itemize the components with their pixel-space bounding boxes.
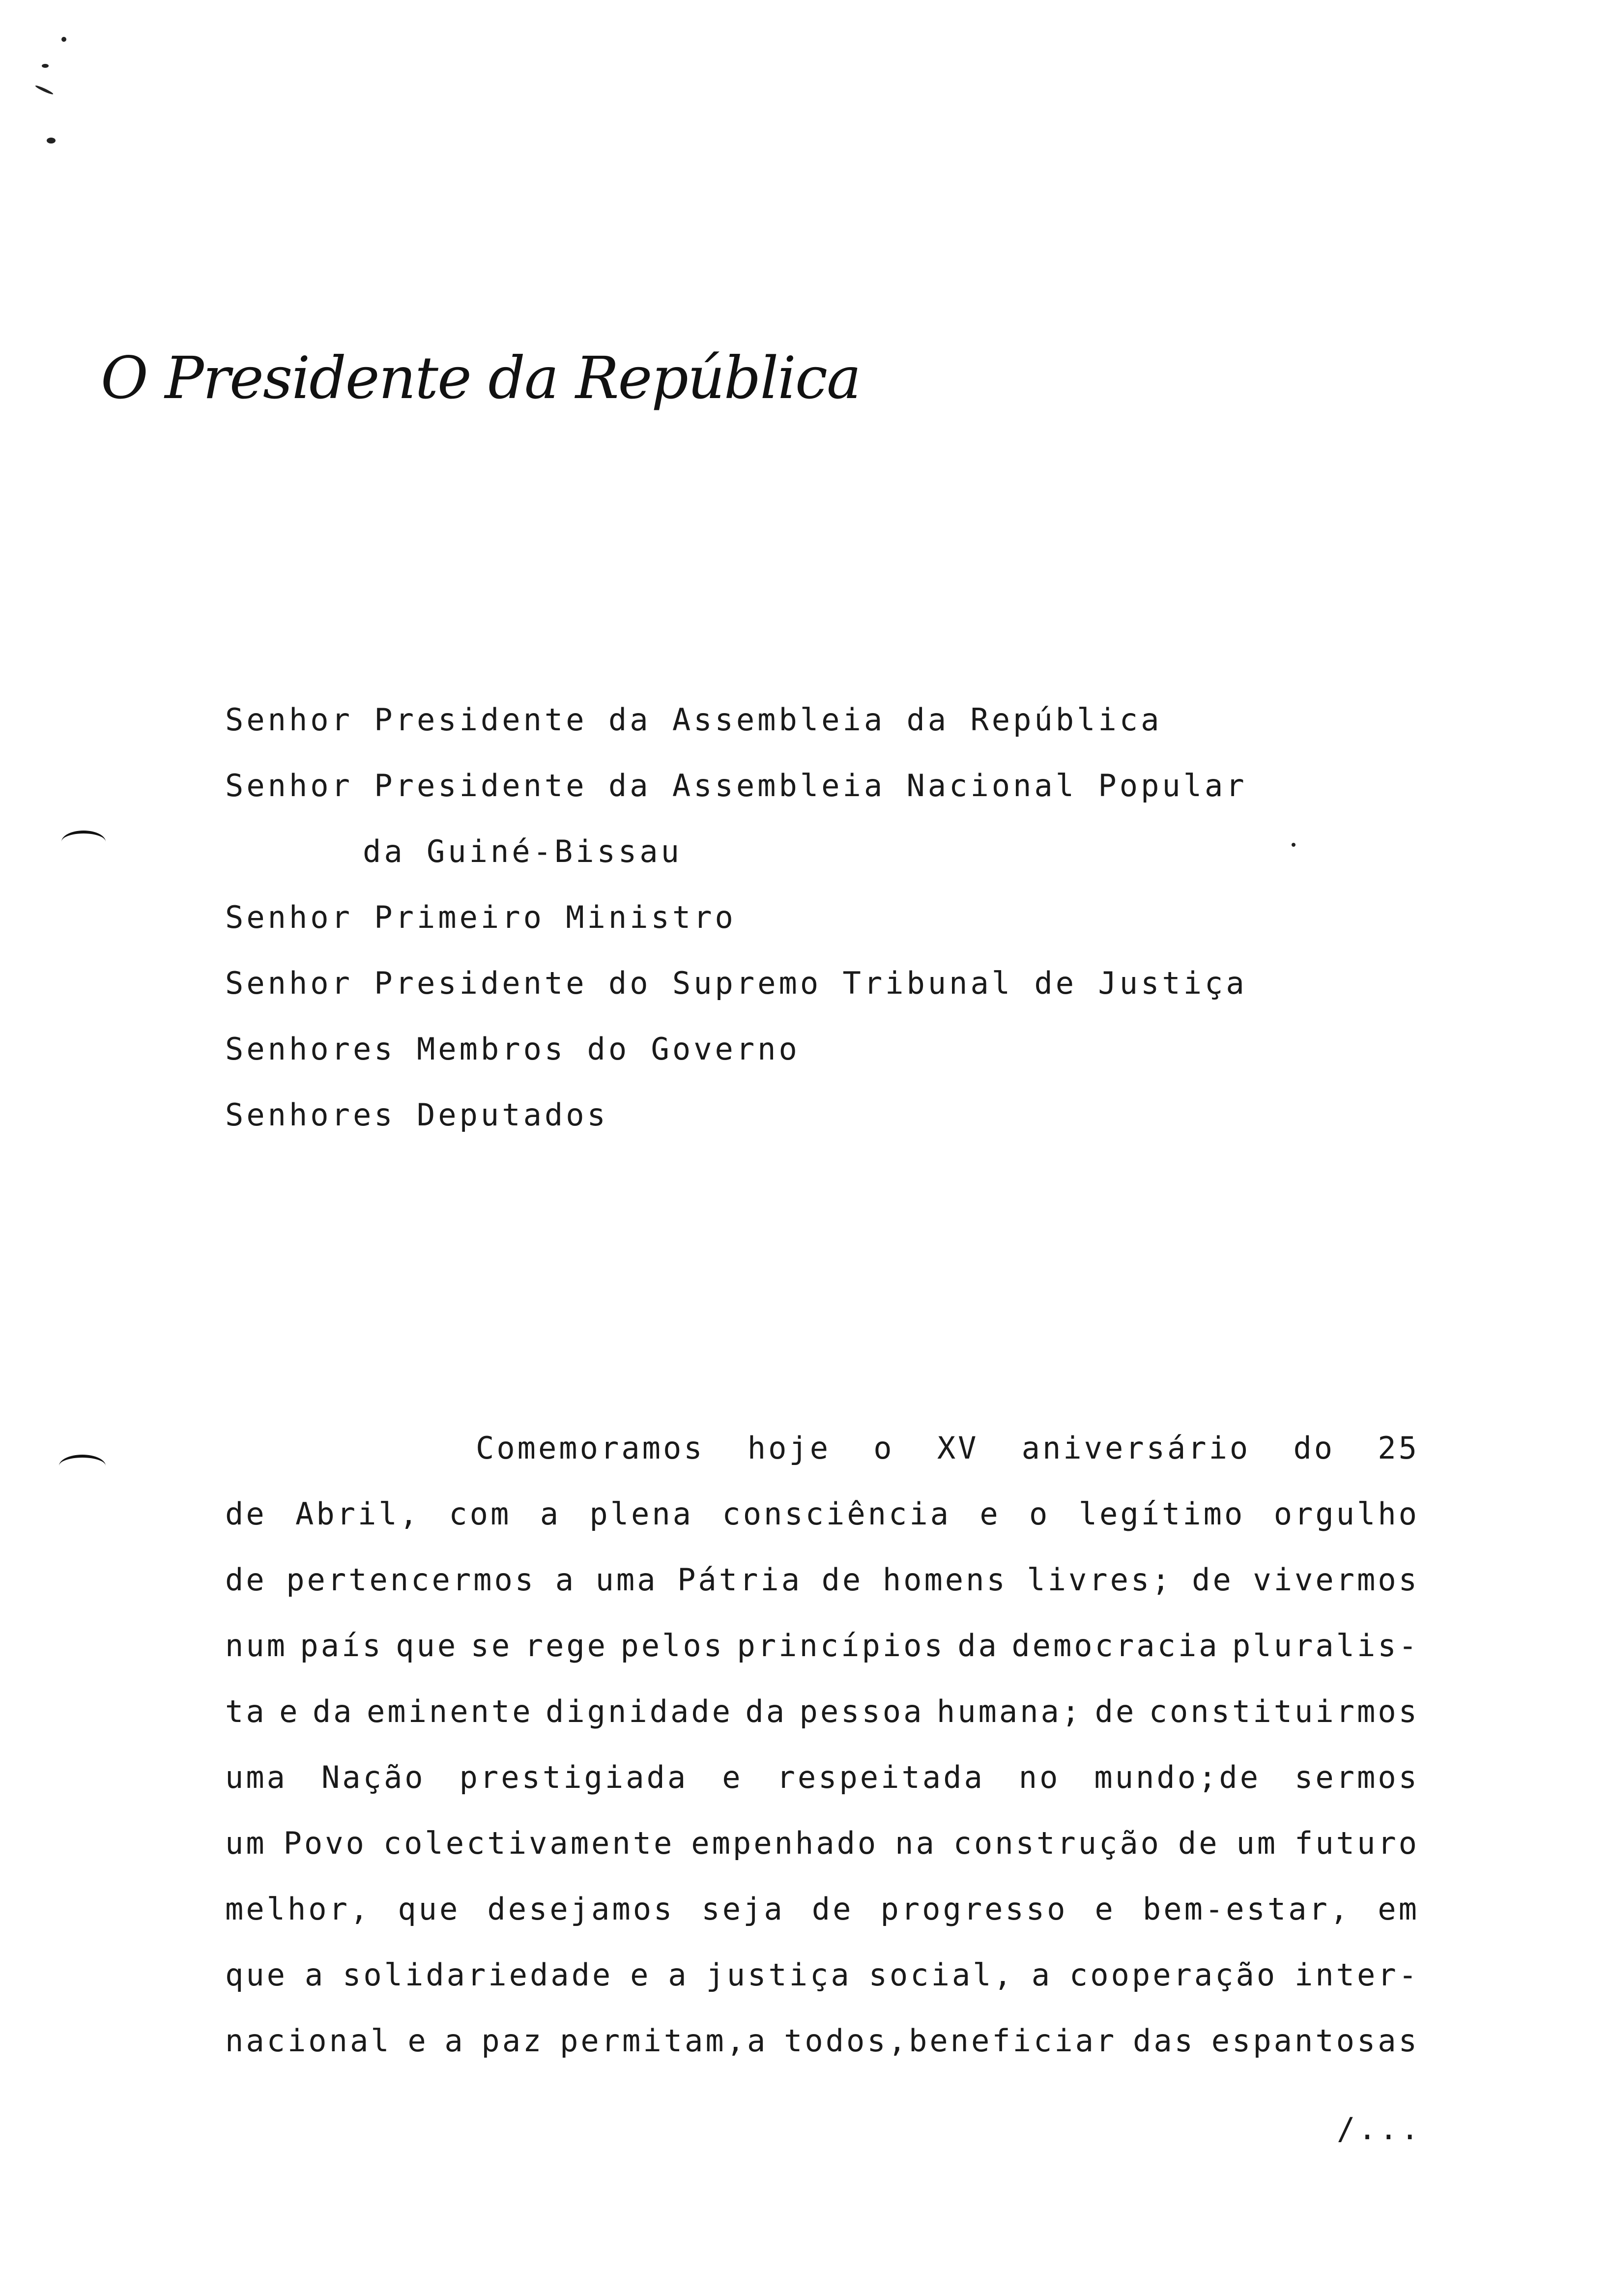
salutation-line: Senhores Membros do Governo [225, 1031, 800, 1067]
body-word: cooperação [1069, 1957, 1278, 1993]
body-word: aniversário [1021, 1430, 1251, 1466]
body-word: e [1094, 1891, 1116, 1927]
body-word: Comemoramos [476, 1430, 705, 1466]
body-word: prestigiada [459, 1759, 689, 1795]
body-word: paz [481, 2023, 544, 2059]
body-word: pessoa [799, 1693, 924, 1729]
body-word: na [895, 1825, 937, 1861]
body-word: Pátria [677, 1562, 803, 1598]
body-word: a [555, 1562, 576, 1598]
body-word: homens [882, 1562, 1008, 1598]
body-word: a [540, 1496, 561, 1532]
body-word: em [1378, 1891, 1419, 1927]
salutation-line: Senhor Presidente da Assembleia Nacional Popular [225, 768, 1247, 804]
body-word: se [470, 1628, 513, 1664]
body-word: da [312, 1693, 354, 1729]
body-word: de [811, 1891, 854, 1927]
body-word: com [449, 1496, 512, 1532]
body-word: de [1178, 1825, 1220, 1861]
body-word: a [304, 1957, 326, 1993]
body-line [225, 1679, 1419, 1745]
body-word: de [225, 1562, 267, 1598]
scan-speck [61, 37, 66, 42]
body-word: bem-estar, [1142, 1891, 1351, 1927]
body-word: seja [701, 1891, 785, 1927]
body-word: nacional [225, 2023, 392, 2059]
scan-speck [35, 85, 54, 95]
body-word: futuro [1295, 1825, 1419, 1861]
body-word: o [1029, 1496, 1050, 1532]
body-word: livres; [1027, 1562, 1173, 1598]
body-word: 25 [1378, 1430, 1419, 1466]
body-word: justiça [706, 1957, 852, 1993]
body-word: XV [937, 1430, 979, 1466]
body-word: respeitada [777, 1759, 985, 1795]
body-word: e [979, 1496, 1001, 1532]
body-word: de [225, 1496, 267, 1532]
body-word: uma [595, 1562, 658, 1598]
scan-speck [47, 138, 56, 144]
body-word: no [1018, 1759, 1061, 1795]
body-word: rege [524, 1628, 608, 1664]
body-word: social, [868, 1957, 1014, 1993]
body-word: democracia [1011, 1628, 1220, 1664]
body-word: princípios [737, 1628, 945, 1664]
body-word: da [745, 1693, 787, 1729]
body-word: e [407, 2023, 429, 2059]
body-word: que [396, 1628, 459, 1664]
body-word: das [1133, 2023, 1195, 2059]
salutation-line: Senhor Primeiro Ministro [225, 899, 736, 935]
body-word: de [1192, 1562, 1234, 1598]
body-word: vivermos [1253, 1562, 1419, 1598]
body-word: colectivamente [383, 1825, 675, 1861]
body-word: constituirmos [1149, 1693, 1419, 1729]
body-word: empenhado [691, 1825, 879, 1861]
body-word: melhor, [225, 1891, 371, 1927]
body-word: a [444, 2023, 465, 2059]
body-word: pluralis- [1232, 1628, 1419, 1664]
body-word: Povo [283, 1825, 367, 1861]
body-word: pelos [620, 1628, 725, 1664]
body-word: um [225, 1825, 267, 1861]
letterhead-title: O Presidente da República [101, 344, 861, 412]
salutation-line: Senhor Presidente do Supremo Tribunal de Justiça [225, 965, 1247, 1001]
body-word: Abril, [295, 1496, 420, 1532]
punch-hole-mark [59, 1455, 106, 1477]
body-line [225, 1942, 1419, 2008]
body-word: permitam,a [560, 2023, 768, 2059]
body-line [225, 1810, 1419, 1876]
body-word: a [1031, 1957, 1053, 1993]
body-word: num [225, 1628, 288, 1664]
body-word: todos,beneficiar [784, 2023, 1117, 2059]
body-paragraph [225, 1415, 1419, 2074]
body-word: Nação [321, 1759, 426, 1795]
body-line [225, 1745, 1419, 1810]
body-word: progresso [880, 1891, 1068, 1927]
body-word: de [1094, 1693, 1137, 1729]
body-word: do [1293, 1430, 1335, 1466]
salutation-line: da Guiné-Bissau [363, 833, 682, 869]
body-word: da [957, 1628, 999, 1664]
body-word: um [1236, 1825, 1278, 1861]
body-word: orgulho [1273, 1496, 1419, 1532]
scan-speck [42, 64, 49, 68]
body-line [225, 1613, 1419, 1679]
body-word: construção [953, 1825, 1161, 1861]
body-word: sermos [1295, 1759, 1419, 1795]
body-word: eminente [366, 1693, 533, 1729]
body-word: ta [225, 1693, 267, 1729]
body-word: de [821, 1562, 864, 1598]
salutation-list [225, 687, 1247, 1148]
scan-speck [1292, 843, 1295, 847]
body-word: solidariedade [343, 1957, 613, 1993]
body-word: e [279, 1693, 300, 1729]
punch-hole-mark [61, 831, 106, 853]
body-line [225, 1415, 1419, 1481]
body-word: plena [589, 1496, 694, 1532]
body-word: hoje [747, 1430, 831, 1466]
body-word: desejamos [487, 1891, 675, 1927]
body-word: humana; [936, 1693, 1083, 1729]
body-word: e [630, 1957, 651, 1993]
body-word: que [225, 1957, 288, 1993]
body-word: legítimo [1078, 1496, 1245, 1532]
body-line [225, 1876, 1419, 1942]
continuation-mark: /... [1337, 2111, 1422, 2147]
body-line [225, 1481, 1419, 1547]
body-word: espantosas [1211, 2023, 1419, 2059]
body-word: que [398, 1891, 461, 1927]
body-word: e [722, 1759, 743, 1795]
body-line [225, 1547, 1419, 1613]
body-word: dignidade [546, 1693, 733, 1729]
body-word: uma [225, 1759, 288, 1795]
body-word: a [668, 1957, 689, 1993]
salutation-line: Senhores Deputados [225, 1097, 608, 1133]
body-word: pertencermos [286, 1562, 536, 1598]
body-word: o [873, 1430, 894, 1466]
body-word: consciência [722, 1496, 951, 1532]
salutation-line: Senhor Presidente da Assembleia da República [225, 702, 1162, 738]
body-word: mundo;de [1094, 1759, 1261, 1795]
body-line [225, 2008, 1419, 2074]
body-word: país [300, 1628, 383, 1664]
body-word: inter- [1295, 1957, 1419, 1993]
